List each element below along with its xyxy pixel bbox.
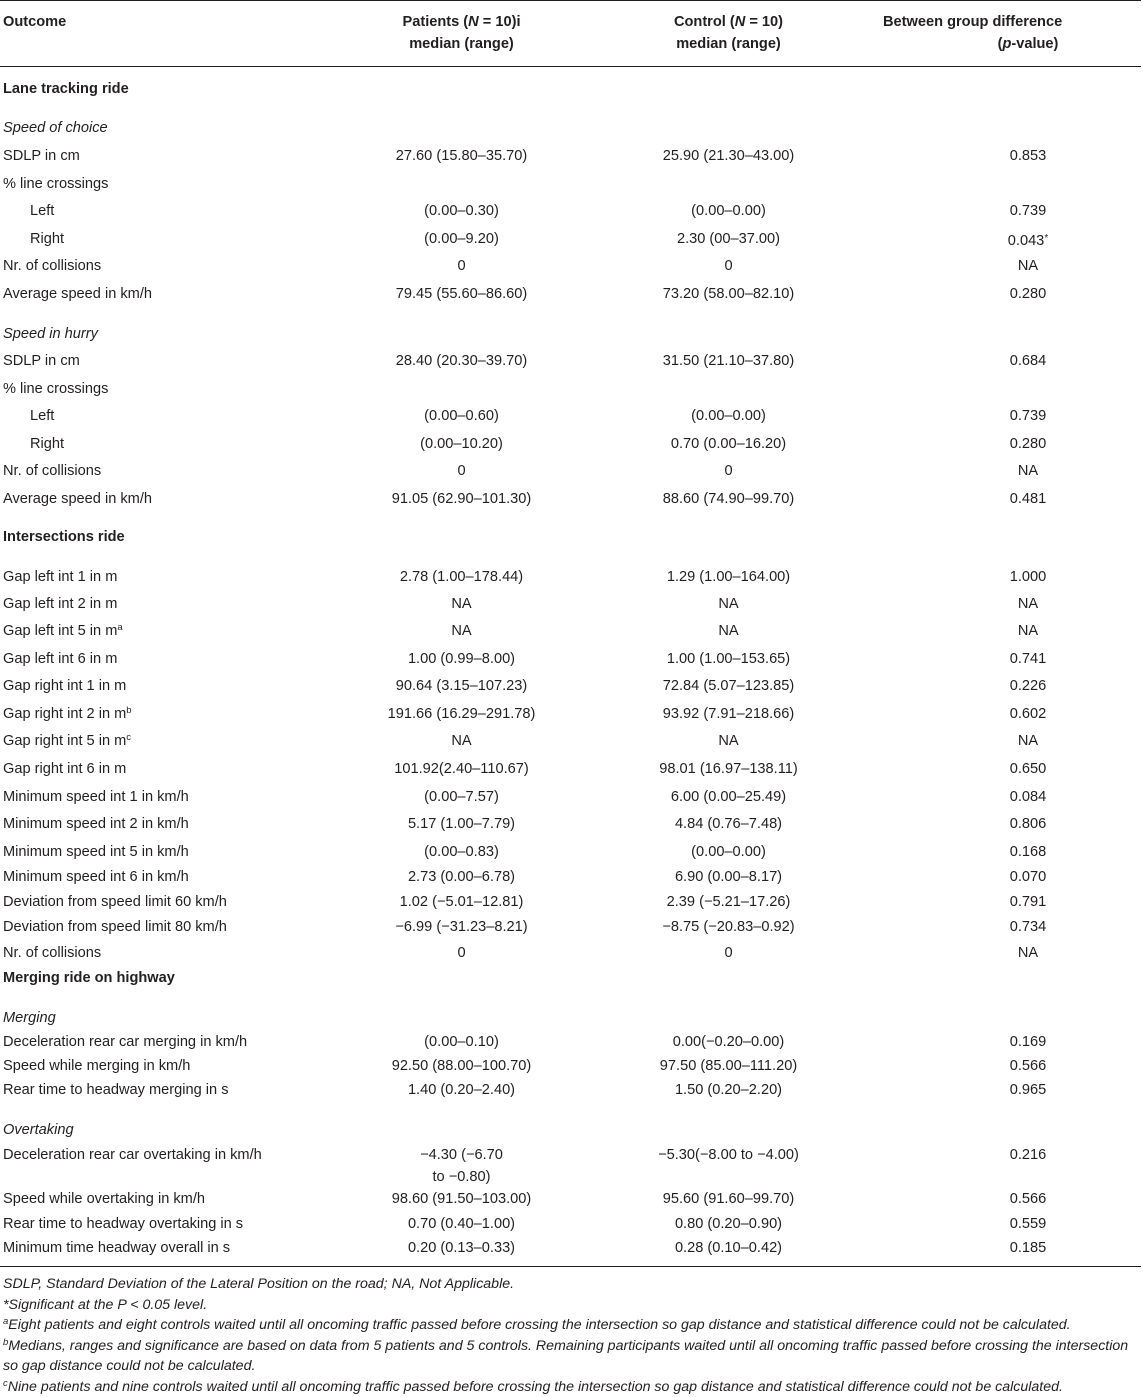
p-value: 0.739 <box>913 202 1143 220</box>
control-value: (0.00–0.00) <box>596 407 861 425</box>
patients-value: 2.78 (1.00–178.44) <box>329 568 594 586</box>
control-value: 0 <box>596 462 861 480</box>
row-label: SDLP in cm <box>3 147 80 165</box>
table-bottom-rule <box>0 1266 1141 1267</box>
p-value: 0.169 <box>913 1033 1143 1051</box>
control-value: (0.00–0.00) <box>596 202 861 220</box>
subsection-heading: Speed of choice <box>3 119 108 137</box>
p-value: 0.168 <box>913 843 1143 861</box>
p-value: 1.000 <box>913 568 1143 586</box>
control-value: 31.50 (21.10–37.80) <box>596 352 861 370</box>
row-label: % line crossings <box>3 175 108 193</box>
patients-value: 5.17 (1.00–7.79) <box>329 815 594 833</box>
control-value: 0.28 (0.10–0.42) <box>596 1239 861 1257</box>
row-label: Speed while overtaking in km/h <box>3 1190 205 1208</box>
footnote-abbreviations: SDLP, Standard Deviation of the Lateral Position on the road; NA, Not Applicable. <box>3 1274 1141 1295</box>
p-value: 0.741 <box>913 650 1143 668</box>
patients-value: (0.00–0.30) <box>329 202 594 220</box>
patients-value: (0.00–0.83) <box>329 843 594 861</box>
patients-value: 91.05 (62.90–101.30) <box>329 490 594 508</box>
control-value: 0.70 (0.00–16.20) <box>596 435 861 453</box>
patients-value: −6.99 (−31.23–8.21) <box>329 918 594 936</box>
p-value: NA <box>913 622 1143 640</box>
patients-value: (0.00–0.60) <box>329 407 594 425</box>
row-label: Gap left int 5 in $m^a$ <box>3 622 123 640</box>
patients-value: 1.40 (0.20–2.40) <box>329 1081 594 1099</box>
patients-value: 0 <box>329 462 594 480</box>
row-label: Gap right int 1 in m <box>3 677 126 695</box>
row-label: Minimum speed int 2 in km/h <box>3 815 189 833</box>
row-label: Gap left int 6 in m <box>3 650 117 668</box>
patients-value: 191.66 (16.29–291.78) <box>329 705 594 723</box>
footnote-a: $^a$Eight patients and eight controls waited until all oncoming traffic passed before crossing the intersection so gap distance and statistical difference could not be calculated. <box>3 1315 1141 1336</box>
control-value: 73.20 (58.00–82.10) <box>596 285 861 303</box>
patients-value: 98.60 (91.50–103.00) <box>329 1190 594 1208</box>
subsection-heading: Speed in hurry <box>3 325 98 343</box>
row-label: Gap left int 2 in m <box>3 595 117 613</box>
patients-value: (0.00–7.57) <box>329 788 594 806</box>
p-value: 0.043* <box>913 230 1143 250</box>
patients-value: 92.50 (88.00–100.70) <box>329 1057 594 1075</box>
table-footnotes <box>3 1274 1141 1397</box>
subsection-heading: Overtaking <box>3 1121 74 1139</box>
patients-value: 79.45 (55.60–86.60) <box>329 285 594 303</box>
control-value: −5.30(−8.00 to −4.00) <box>596 1146 861 1164</box>
p-value: 0.734 <box>913 918 1143 936</box>
p-value: 0.084 <box>913 788 1143 806</box>
table-header-rule <box>0 66 1141 67</box>
patients-value: 1.02 (−5.01–12.81) <box>329 893 594 911</box>
control-value: 0.00(−0.20–0.00) <box>596 1033 861 1051</box>
patients-value: 27.60 (15.80–35.70) <box>329 147 594 165</box>
control-value: 98.01 (16.97–138.11) <box>596 760 861 778</box>
p-value: 0.566 <box>913 1190 1143 1208</box>
patients-value: 0 <box>329 257 594 275</box>
control-value: 97.50 (85.00–111.20) <box>596 1057 861 1075</box>
p-value: 0.650 <box>913 760 1143 778</box>
row-label: Nr. of collisions <box>3 462 101 480</box>
row-label: Right <box>30 230 64 248</box>
patients-value: NA <box>329 595 594 613</box>
row-label: Average speed in km/h <box>3 490 152 508</box>
row-label: % line crossings <box>3 380 108 398</box>
p-value: 0.853 <box>913 147 1143 165</box>
row-label: Minimum speed int 1 in km/h <box>3 788 189 806</box>
row-label: Deviation from speed limit 60 km/h <box>3 893 227 911</box>
row-label: Deceleration rear car overtaking in km/h <box>3 1146 262 1164</box>
footnote-significance: *Significant at the P < 0.05 level. <box>3 1295 1141 1316</box>
control-value: 88.60 (74.90–99.70) <box>596 490 861 508</box>
section-heading: Lane tracking ride <box>3 80 129 98</box>
control-value: NA <box>596 622 861 640</box>
control-value: 93.92 (7.91–218.66) <box>596 705 861 723</box>
patients-value: 0 <box>329 944 594 962</box>
p-value: 0.280 <box>913 435 1143 453</box>
footnote-b: $^b$Medians, ranges and significance are based on data from 5 patients and 5 controls. Remaining participants waited until all oncoming traffic passed before crossing the intersection so gap distance could not be calculated. <box>3 1336 1141 1377</box>
p-value: 0.280 <box>913 285 1143 303</box>
control-value: 0 <box>596 944 861 962</box>
p-value: 0.965 <box>913 1081 1143 1099</box>
patients-value: 28.40 (20.30–39.70) <box>329 352 594 370</box>
patients-value: (0.00–9.20) <box>329 230 594 248</box>
patients-value: (0.00–0.10) <box>329 1033 594 1051</box>
row-label: Gap right int 5 in $m^c$ <box>3 732 131 750</box>
patients-value: 90.64 (3.15–107.23) <box>329 677 594 695</box>
p-value: 0.602 <box>913 705 1143 723</box>
control-value: 0.80 (0.20–0.90) <box>596 1215 861 1233</box>
patients-value: NA <box>329 732 594 750</box>
row-label: Gap left int 1 in m <box>3 568 117 586</box>
p-value: 0.566 <box>913 1057 1143 1075</box>
control-value: 2.30 (00–37.00) <box>596 230 861 248</box>
header-control: Control (N = 10) <box>596 11 861 33</box>
subsection-heading: Merging <box>3 1009 56 1027</box>
table-top-rule <box>0 0 1141 1</box>
control-value: −8.75 (−20.83–0.92) <box>596 918 861 936</box>
p-value: NA <box>913 944 1143 962</box>
patients-value: 1.00 (0.99–8.00) <box>329 650 594 668</box>
control-value: 95.60 (91.60–99.70) <box>596 1190 861 1208</box>
control-value: NA <box>596 732 861 750</box>
control-value: NA <box>596 595 861 613</box>
row-label: Left <box>30 202 54 220</box>
row-label: Minimum speed int 5 in km/h <box>3 843 189 861</box>
p-value: 0.226 <box>913 677 1143 695</box>
row-label: Minimum time headway overall in s <box>3 1239 230 1257</box>
p-value: 0.216 <box>913 1146 1143 1164</box>
row-label: Rear time to headway overtaking in s <box>3 1215 243 1233</box>
row-label: Nr. of collisions <box>3 944 101 962</box>
section-heading: Intersections ride <box>3 528 125 546</box>
control-value: 1.50 (0.20–2.20) <box>596 1081 861 1099</box>
p-value: 0.684 <box>913 352 1143 370</box>
control-value: 1.29 (1.00–164.00) <box>596 568 861 586</box>
row-label: SDLP in cm <box>3 352 80 370</box>
footnote-c: $^c$Nine patients and nine controls waited until all oncoming traffic passed before crossing the intersection so gap distance and statistical difference could not be calculated. <box>3 1377 1141 1397</box>
p-value: NA <box>913 257 1143 275</box>
row-label: Speed while merging in km/h <box>3 1057 190 1075</box>
significance-mark: * <box>1044 233 1048 244</box>
row-label: Gap right int 2 in $m^b$ <box>3 705 132 723</box>
p-value: 0.739 <box>913 407 1143 425</box>
p-value: 0.185 <box>913 1239 1143 1257</box>
patients-value: 0.70 (0.40–1.00) <box>329 1215 594 1233</box>
row-label: Right <box>30 435 64 453</box>
p-value: 0.791 <box>913 893 1143 911</box>
row-label: Left <box>30 407 54 425</box>
p-value: NA <box>913 462 1143 480</box>
header-patients-sub: median (range) <box>329 33 594 55</box>
p-value: 0.806 <box>913 815 1143 833</box>
row-label: Nr. of collisions <box>3 257 101 275</box>
control-value: 25.90 (21.30–43.00) <box>596 147 861 165</box>
header-difference: Between group difference <box>883 11 1143 33</box>
header-difference-sub: (p-value) <box>913 33 1143 55</box>
control-value: 72.84 (5.07–123.85) <box>596 677 861 695</box>
p-value: 0.559 <box>913 1215 1143 1233</box>
control-value: 6.90 (0.00–8.17) <box>596 868 861 886</box>
row-label: Gap right int 6 in m <box>3 760 126 778</box>
p-value: NA <box>913 595 1143 613</box>
patients-value: 0.20 (0.13–0.33) <box>329 1239 594 1257</box>
patients-value-continued: to −0.80) <box>329 1168 594 1186</box>
section-heading: Merging ride on highway <box>3 969 175 987</box>
control-value: 2.39 (−5.21–17.26) <box>596 893 861 911</box>
row-label: Minimum speed int 6 in km/h <box>3 868 189 886</box>
p-value: NA <box>913 732 1143 750</box>
control-value: (0.00–0.00) <box>596 843 861 861</box>
control-value: 6.00 (0.00–25.49) <box>596 788 861 806</box>
control-value: 4.84 (0.76–7.48) <box>596 815 861 833</box>
row-label: Deviation from speed limit 80 km/h <box>3 918 227 936</box>
control-value: 0 <box>596 257 861 275</box>
patients-value: 101.92(2.40–110.67) <box>329 760 594 778</box>
patients-value: 2.73 (0.00–6.78) <box>329 868 594 886</box>
p-value: 0.070 <box>913 868 1143 886</box>
row-label: Rear time to headway merging in s <box>3 1081 229 1099</box>
patients-value: −4.30 (−6.70 <box>329 1146 594 1164</box>
p-value: 0.481 <box>913 490 1143 508</box>
patients-value: NA <box>329 622 594 640</box>
row-label: Average speed in km/h <box>3 285 152 303</box>
header-patients: Patients (N = 10)i <box>329 11 594 33</box>
header-control-sub: median (range) <box>596 33 861 55</box>
row-label: Deceleration rear car merging in km/h <box>3 1033 247 1051</box>
control-value: 1.00 (1.00–153.65) <box>596 650 861 668</box>
patients-value: (0.00–10.20) <box>329 435 594 453</box>
header-outcome: Outcome <box>3 11 66 33</box>
